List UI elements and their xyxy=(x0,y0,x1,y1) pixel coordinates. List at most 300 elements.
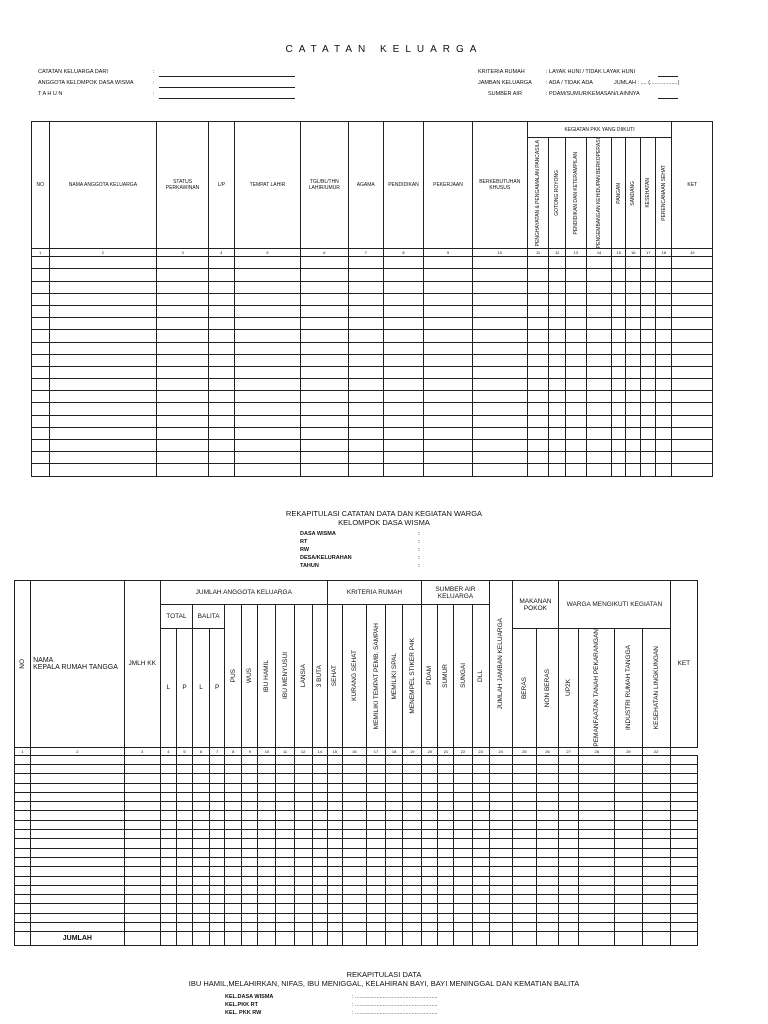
table-cell[interactable] xyxy=(234,330,300,342)
table-cell[interactable] xyxy=(234,305,300,317)
table-cell[interactable] xyxy=(160,867,176,876)
table-cell[interactable] xyxy=(489,783,512,792)
table-cell[interactable] xyxy=(208,257,234,269)
table-cell[interactable] xyxy=(193,820,210,829)
table-cell[interactable] xyxy=(642,885,670,894)
table-cell[interactable] xyxy=(422,774,438,783)
table-cell[interactable] xyxy=(193,774,210,783)
table-cell[interactable] xyxy=(327,885,342,894)
table-cell[interactable] xyxy=(642,802,670,811)
table-cell[interactable] xyxy=(672,269,713,281)
table-cell[interactable] xyxy=(536,839,558,848)
table-cell[interactable] xyxy=(386,792,403,801)
table-cell[interactable] xyxy=(422,848,438,857)
table-cell[interactable] xyxy=(672,464,713,476)
table-cell[interactable] xyxy=(210,820,225,829)
table-cell[interactable] xyxy=(612,440,625,452)
table-cell[interactable] xyxy=(472,293,527,305)
table-cell[interactable] xyxy=(157,342,209,354)
table-cell[interactable] xyxy=(366,774,385,783)
table-cell[interactable] xyxy=(225,848,242,857)
table-cell[interactable] xyxy=(234,403,300,415)
table-cell[interactable] xyxy=(242,857,258,866)
table-cell[interactable] xyxy=(386,774,403,783)
table-cell[interactable] xyxy=(225,876,242,885)
table-cell[interactable] xyxy=(454,839,472,848)
table-cell[interactable] xyxy=(242,876,258,885)
table-cell[interactable] xyxy=(342,755,366,764)
table-cell[interactable] xyxy=(424,391,473,403)
table-cell[interactable] xyxy=(422,904,438,913)
table-cell[interactable] xyxy=(655,305,672,317)
table-cell[interactable] xyxy=(565,330,586,342)
table-cell[interactable] xyxy=(342,848,366,857)
table-cell[interactable] xyxy=(276,802,294,811)
table-cell[interactable] xyxy=(472,755,489,764)
table-cell[interactable] xyxy=(641,293,655,305)
table-cell[interactable] xyxy=(160,913,176,922)
table-cell[interactable] xyxy=(536,904,558,913)
table-cell[interactable] xyxy=(655,452,672,464)
table-cell[interactable] xyxy=(641,452,655,464)
table-cell[interactable] xyxy=(31,755,125,764)
table-cell[interactable] xyxy=(312,885,327,894)
table-cell[interactable] xyxy=(294,820,312,829)
table-cell[interactable] xyxy=(276,811,294,820)
table-cell[interactable] xyxy=(294,783,312,792)
table-cell[interactable] xyxy=(276,922,294,931)
table-cell[interactable] xyxy=(472,391,527,403)
table-cell[interactable] xyxy=(655,281,672,293)
table-cell[interactable] xyxy=(124,922,160,931)
table-cell[interactable] xyxy=(276,755,294,764)
table-cell[interactable] xyxy=(258,876,276,885)
table-cell[interactable] xyxy=(193,755,210,764)
table-cell[interactable] xyxy=(31,764,125,773)
table-cell[interactable] xyxy=(15,755,31,764)
table-cell[interactable] xyxy=(422,839,438,848)
table-cell[interactable] xyxy=(225,764,242,773)
table-cell[interactable] xyxy=(15,913,31,922)
table-cell[interactable] xyxy=(32,330,50,342)
table-cell[interactable] xyxy=(301,403,349,415)
table-cell[interactable] xyxy=(625,452,641,464)
table-cell[interactable] xyxy=(342,895,366,904)
table-cell[interactable] xyxy=(301,427,349,439)
table-cell[interactable] xyxy=(160,792,176,801)
table-cell[interactable] xyxy=(312,848,327,857)
table-cell[interactable] xyxy=(527,379,549,391)
table-cell[interactable] xyxy=(294,904,312,913)
table-cell[interactable] xyxy=(424,354,473,366)
table-cell[interactable] xyxy=(625,391,641,403)
table-cell[interactable] xyxy=(342,904,366,913)
table-cell[interactable] xyxy=(294,895,312,904)
table-cell[interactable] xyxy=(403,811,422,820)
table-cell[interactable] xyxy=(242,895,258,904)
table-cell[interactable] xyxy=(160,755,176,764)
table-cell[interactable] xyxy=(234,366,300,378)
table-cell[interactable] xyxy=(625,318,641,330)
table-cell[interactable] xyxy=(49,427,157,439)
table-cell[interactable] xyxy=(489,764,512,773)
table-cell[interactable] xyxy=(366,820,385,829)
table-cell[interactable] xyxy=(625,305,641,317)
table-cell[interactable] xyxy=(242,830,258,839)
table-cell[interactable] xyxy=(615,811,642,820)
table-cell[interactable] xyxy=(301,293,349,305)
table-cell[interactable] xyxy=(234,452,300,464)
table-cell[interactable] xyxy=(527,330,549,342)
table-cell[interactable] xyxy=(32,293,50,305)
table-cell[interactable] xyxy=(294,830,312,839)
table-cell[interactable] xyxy=(383,379,423,391)
table-cell[interactable] xyxy=(210,830,225,839)
table-cell[interactable] xyxy=(472,403,527,415)
table-cell[interactable] xyxy=(386,783,403,792)
table-cell[interactable] xyxy=(301,330,349,342)
table-cell[interactable] xyxy=(559,839,579,848)
table-cell[interactable] xyxy=(386,830,403,839)
table-cell[interactable] xyxy=(438,774,454,783)
table-cell[interactable] xyxy=(258,755,276,764)
table-cell[interactable] xyxy=(579,848,615,857)
table-cell[interactable] xyxy=(612,379,625,391)
table-cell[interactable] xyxy=(383,415,423,427)
table-cell[interactable] xyxy=(49,391,157,403)
table-cell[interactable] xyxy=(612,366,625,378)
table-cell[interactable] xyxy=(527,391,549,403)
table-cell[interactable] xyxy=(670,802,697,811)
table-cell[interactable] xyxy=(672,293,713,305)
table-cell[interactable] xyxy=(327,811,342,820)
table-cell[interactable] xyxy=(157,354,209,366)
table-cell[interactable] xyxy=(276,764,294,773)
table-cell[interactable] xyxy=(454,885,472,894)
table-cell[interactable] xyxy=(383,403,423,415)
table-cell[interactable] xyxy=(565,269,586,281)
table-cell[interactable] xyxy=(489,848,512,857)
table-cell[interactable] xyxy=(641,403,655,415)
table-cell[interactable] xyxy=(454,764,472,773)
table-cell[interactable] xyxy=(348,257,383,269)
table-cell[interactable] xyxy=(625,330,641,342)
table-cell[interactable] xyxy=(366,922,385,931)
table-cell[interactable] xyxy=(641,342,655,354)
table-cell[interactable] xyxy=(670,774,697,783)
table-cell[interactable] xyxy=(512,755,536,764)
table-cell[interactable] xyxy=(672,305,713,317)
table-cell[interactable] xyxy=(612,269,625,281)
table-cell[interactable] xyxy=(641,354,655,366)
table-cell[interactable] xyxy=(342,764,366,773)
table-cell[interactable] xyxy=(225,755,242,764)
table-cell[interactable] xyxy=(32,257,50,269)
table-cell[interactable] xyxy=(438,820,454,829)
table-cell[interactable] xyxy=(383,464,423,476)
table-cell[interactable] xyxy=(49,464,157,476)
table-cell[interactable] xyxy=(193,885,210,894)
table-cell[interactable] xyxy=(642,820,670,829)
table-cell[interactable] xyxy=(32,305,50,317)
table-cell[interactable] xyxy=(472,354,527,366)
table-cell[interactable] xyxy=(489,839,512,848)
table-cell[interactable] xyxy=(208,427,234,439)
table-cell[interactable] xyxy=(454,802,472,811)
table-cell[interactable] xyxy=(15,774,31,783)
table-cell[interactable] xyxy=(403,802,422,811)
table-cell[interactable] xyxy=(579,885,615,894)
table-cell[interactable] xyxy=(559,913,579,922)
table-cell[interactable] xyxy=(294,774,312,783)
table-cell[interactable] xyxy=(32,379,50,391)
table-cell[interactable] xyxy=(670,783,697,792)
table-cell[interactable] xyxy=(579,857,615,866)
table-cell[interactable] xyxy=(383,305,423,317)
table-cell[interactable] xyxy=(160,876,176,885)
table-cell[interactable] xyxy=(403,857,422,866)
table-cell[interactable] xyxy=(472,269,527,281)
table-cell[interactable] xyxy=(348,440,383,452)
table-cell[interactable] xyxy=(49,281,157,293)
table-cell[interactable] xyxy=(559,755,579,764)
table-cell[interactable] xyxy=(312,922,327,931)
table-cell[interactable] xyxy=(193,867,210,876)
table-cell[interactable] xyxy=(438,848,454,857)
table-cell[interactable] xyxy=(655,342,672,354)
table-cell[interactable] xyxy=(160,904,176,913)
table-cell[interactable] xyxy=(49,293,157,305)
table-cell[interactable] xyxy=(672,257,713,269)
table-cell[interactable] xyxy=(454,848,472,857)
table-cell[interactable] xyxy=(615,922,642,931)
table-cell[interactable] xyxy=(536,774,558,783)
table-cell[interactable] xyxy=(234,464,300,476)
table-cell[interactable] xyxy=(489,830,512,839)
table-cell[interactable] xyxy=(32,366,50,378)
table-cell[interactable] xyxy=(157,415,209,427)
table-cell[interactable] xyxy=(301,379,349,391)
table-cell[interactable] xyxy=(586,269,612,281)
table-cell[interactable] xyxy=(615,755,642,764)
table-cell[interactable] xyxy=(15,820,31,829)
table-cell[interactable] xyxy=(348,342,383,354)
table-cell[interactable] xyxy=(642,857,670,866)
table-cell[interactable] xyxy=(489,904,512,913)
table-cell[interactable] xyxy=(312,764,327,773)
table-cell[interactable] xyxy=(276,848,294,857)
table-cell[interactable] xyxy=(642,904,670,913)
table-cell[interactable] xyxy=(536,922,558,931)
table-cell[interactable] xyxy=(160,895,176,904)
table-cell[interactable] xyxy=(472,342,527,354)
table-cell[interactable] xyxy=(512,792,536,801)
table-cell[interactable] xyxy=(422,830,438,839)
table-cell[interactable] xyxy=(193,802,210,811)
table-cell[interactable] xyxy=(276,792,294,801)
table-cell[interactable] xyxy=(454,830,472,839)
table-cell[interactable] xyxy=(612,464,625,476)
table-cell[interactable] xyxy=(586,257,612,269)
table-cell[interactable] xyxy=(424,379,473,391)
table-cell[interactable] xyxy=(124,857,160,866)
table-cell[interactable] xyxy=(615,904,642,913)
table-cell[interactable] xyxy=(49,440,157,452)
table-cell[interactable] xyxy=(670,913,697,922)
table-cell[interactable] xyxy=(403,895,422,904)
table-cell[interactable] xyxy=(512,830,536,839)
table-cell[interactable] xyxy=(579,895,615,904)
table-cell[interactable] xyxy=(612,354,625,366)
table-cell[interactable] xyxy=(383,318,423,330)
table-cell[interactable] xyxy=(527,440,549,452)
table-cell[interactable] xyxy=(32,427,50,439)
table-cell[interactable] xyxy=(342,811,366,820)
table-cell[interactable] xyxy=(210,848,225,857)
table-cell[interactable] xyxy=(672,318,713,330)
table-cell[interactable] xyxy=(512,904,536,913)
table-cell[interactable] xyxy=(258,792,276,801)
table-cell[interactable] xyxy=(670,876,697,885)
table-cell[interactable] xyxy=(512,895,536,904)
table-cell[interactable] xyxy=(327,913,342,922)
table-cell[interactable] xyxy=(366,802,385,811)
table-cell[interactable] xyxy=(670,867,697,876)
table-cell[interactable] xyxy=(276,904,294,913)
table-cell[interactable] xyxy=(32,415,50,427)
table-cell[interactable] xyxy=(258,922,276,931)
table-cell[interactable] xyxy=(242,885,258,894)
table-cell[interactable] xyxy=(327,830,342,839)
table-cell[interactable] xyxy=(672,440,713,452)
table-cell[interactable] xyxy=(438,867,454,876)
table-cell[interactable] xyxy=(549,305,566,317)
table-cell[interactable] xyxy=(193,830,210,839)
table-cell[interactable] xyxy=(549,342,566,354)
table-cell[interactable] xyxy=(294,913,312,922)
table-cell[interactable] xyxy=(386,867,403,876)
table-cell[interactable] xyxy=(422,867,438,876)
table-cell[interactable] xyxy=(327,922,342,931)
table-cell[interactable] xyxy=(31,867,125,876)
table-cell[interactable] xyxy=(193,904,210,913)
table-cell[interactable] xyxy=(383,366,423,378)
table-cell[interactable] xyxy=(615,857,642,866)
table-cell[interactable] xyxy=(348,354,383,366)
table-cell[interactable] xyxy=(565,342,586,354)
table-cell[interactable] xyxy=(536,792,558,801)
table-cell[interactable] xyxy=(642,848,670,857)
table-cell[interactable] xyxy=(31,774,125,783)
table-cell[interactable] xyxy=(527,427,549,439)
table-cell[interactable] xyxy=(32,269,50,281)
table-cell[interactable] xyxy=(615,913,642,922)
table-cell[interactable] xyxy=(242,774,258,783)
table-cell[interactable] xyxy=(210,885,225,894)
table-cell[interactable] xyxy=(403,820,422,829)
table-cell[interactable] xyxy=(193,922,210,931)
table-cell[interactable] xyxy=(403,867,422,876)
table-cell[interactable] xyxy=(157,257,209,269)
table-cell[interactable] xyxy=(366,764,385,773)
table-cell[interactable] xyxy=(301,464,349,476)
table-cell[interactable] xyxy=(157,379,209,391)
table-cell[interactable] xyxy=(424,318,473,330)
table-cell[interactable] xyxy=(670,830,697,839)
table-cell[interactable] xyxy=(549,330,566,342)
table-cell[interactable] xyxy=(225,913,242,922)
table-cell[interactable] xyxy=(32,464,50,476)
table-cell[interactable] xyxy=(301,342,349,354)
table-cell[interactable] xyxy=(327,755,342,764)
table-cell[interactable] xyxy=(348,415,383,427)
table-cell[interactable] xyxy=(15,895,31,904)
table-cell[interactable] xyxy=(49,305,157,317)
table-cell[interactable] xyxy=(641,379,655,391)
table-cell[interactable] xyxy=(386,876,403,885)
table-cell[interactable] xyxy=(615,885,642,894)
table-cell[interactable] xyxy=(489,774,512,783)
table-cell[interactable] xyxy=(641,440,655,452)
table-cell[interactable] xyxy=(348,464,383,476)
table-cell[interactable] xyxy=(670,792,697,801)
table-cell[interactable] xyxy=(454,867,472,876)
table-cell[interactable] xyxy=(386,857,403,866)
table-cell[interactable] xyxy=(242,755,258,764)
table-cell[interactable] xyxy=(15,885,31,894)
table-cell[interactable] xyxy=(49,257,157,269)
table-cell[interactable] xyxy=(549,318,566,330)
table-cell[interactable] xyxy=(176,764,192,773)
table-cell[interactable] xyxy=(386,839,403,848)
table-cell[interactable] xyxy=(157,440,209,452)
table-cell[interactable] xyxy=(424,427,473,439)
table-cell[interactable] xyxy=(342,783,366,792)
table-cell[interactable] xyxy=(615,792,642,801)
table-cell[interactable] xyxy=(670,839,697,848)
table-cell[interactable] xyxy=(312,811,327,820)
table-cell[interactable] xyxy=(294,802,312,811)
table-cell[interactable] xyxy=(31,802,125,811)
table-cell[interactable] xyxy=(32,354,50,366)
table-cell[interactable] xyxy=(15,876,31,885)
table-cell[interactable] xyxy=(559,774,579,783)
table-cell[interactable] xyxy=(225,895,242,904)
table-cell[interactable] xyxy=(225,783,242,792)
table-cell[interactable] xyxy=(422,783,438,792)
table-cell[interactable] xyxy=(615,848,642,857)
table-cell[interactable] xyxy=(641,464,655,476)
table-cell[interactable] xyxy=(160,764,176,773)
table-cell[interactable] xyxy=(512,922,536,931)
table-cell[interactable] xyxy=(327,792,342,801)
table-cell[interactable] xyxy=(641,305,655,317)
table-cell[interactable] xyxy=(549,366,566,378)
table-cell[interactable] xyxy=(32,452,50,464)
table-cell[interactable] xyxy=(301,452,349,464)
table-cell[interactable] xyxy=(672,281,713,293)
table-cell[interactable] xyxy=(15,783,31,792)
table-cell[interactable] xyxy=(424,403,473,415)
table-cell[interactable] xyxy=(472,839,489,848)
table-cell[interactable] xyxy=(294,764,312,773)
table-cell[interactable] xyxy=(208,342,234,354)
table-cell[interactable] xyxy=(234,379,300,391)
table-cell[interactable] xyxy=(208,318,234,330)
table-cell[interactable] xyxy=(15,922,31,931)
table-cell[interactable] xyxy=(294,755,312,764)
table-cell[interactable] xyxy=(49,342,157,354)
